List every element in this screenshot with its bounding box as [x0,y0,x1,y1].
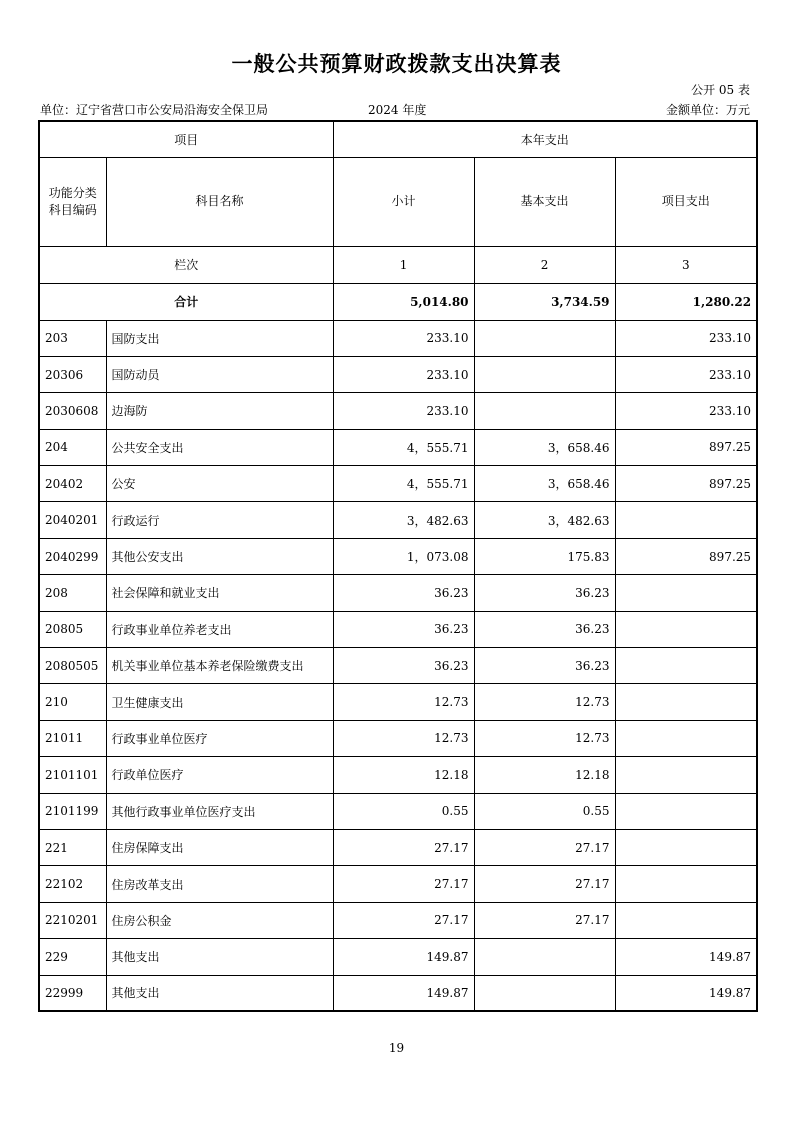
form-number: 公开 05 表 [691,83,750,97]
row-code: 2040201 [39,502,106,538]
page-number: 19 [388,1041,405,1055]
row-project: 233.10 [615,356,757,392]
row-basic: 36.23 [474,648,615,684]
row-name: 住房改革支出 [106,866,333,902]
unit-label: 单位：辽宁省营口市公安局沿海安全保卫局 [40,103,269,117]
row-subtotal: 233.10 [333,393,474,429]
row-basic [474,975,615,1011]
row-name: 社会保障和就业支出 [106,575,333,611]
row-name: 其他支出 [106,975,333,1011]
total-subtotal: 5,014.80 [333,283,474,320]
header-current-year-expense: 本年支出 [333,121,757,157]
row-code: 22102 [39,866,106,902]
row-basic: 3，658.46 [474,466,615,502]
row-subtotal: 36.23 [333,648,474,684]
header-item: 项目 [39,121,333,157]
table-row [39,720,757,756]
row-code: 2101199 [39,793,106,829]
row-subtotal: 36.23 [333,575,474,611]
table-row [39,575,757,611]
row-project: 897.25 [615,466,757,502]
header-project: 项目支出 [615,157,757,246]
row-project [615,902,757,938]
row-basic [474,320,615,356]
row-name: 行政运行 [106,502,333,538]
table-row [39,793,757,829]
total-basic: 3,734.59 [474,283,615,320]
table-row [39,866,757,902]
row-project [615,757,757,793]
row-basic [474,939,615,975]
row-subtotal: 27.17 [333,829,474,865]
row-basic: 27.17 [474,902,615,938]
row-subtotal: 233.10 [333,320,474,356]
row-basic: 12.73 [474,684,615,720]
row-subtotal: 0.55 [333,793,474,829]
header-basic: 基本支出 [474,157,615,246]
row-name: 公共安全支出 [106,429,333,465]
row-subtotal: 27.17 [333,866,474,902]
row-name: 住房保障支出 [106,829,333,865]
header-subject-name: 科目名称 [106,157,333,246]
row-basic: 3，482.63 [474,502,615,538]
row-basic: 0.55 [474,793,615,829]
row-name: 行政事业单位养老支出 [106,611,333,647]
row-project [615,648,757,684]
row-basic: 175.83 [474,538,615,574]
row-project [615,575,757,611]
row-project: 897.25 [615,538,757,574]
row-project [615,611,757,647]
row-code: 22999 [39,975,106,1011]
row-name: 其他行政事业单位医疗支出 [106,793,333,829]
row-name: 国防支出 [106,320,333,356]
expense-table [38,120,758,1012]
table-row [39,902,757,938]
row-code: 203 [39,320,106,356]
row-basic [474,393,615,429]
row-basic [474,356,615,392]
table-row [39,320,757,356]
page-title: 一般公共预算财政拨款支出决算表 [231,52,562,76]
row-subtotal: 1，073.08 [333,538,474,574]
row-name: 其他公安支出 [106,538,333,574]
row-name: 卫生健康支出 [106,684,333,720]
row-code: 2210201 [39,902,106,938]
row-project [615,866,757,902]
table-row [39,466,757,502]
row-subtotal: 12.73 [333,720,474,756]
row-project: 149.87 [615,975,757,1011]
col-index-3: 3 [615,246,757,283]
row-name: 住房公积金 [106,902,333,938]
row-project: 149.87 [615,939,757,975]
table-row [39,939,757,975]
row-subtotal: 27.17 [333,902,474,938]
row-code: 229 [39,939,106,975]
row-project [615,502,757,538]
row-basic: 27.17 [474,829,615,865]
row-basic: 36.23 [474,575,615,611]
row-basic: 12.18 [474,757,615,793]
row-code: 2040299 [39,538,106,574]
fiscal-year: 2024 年度 [368,103,427,117]
header-func-code: 功能分类科目编码 [39,157,106,246]
row-name: 边海防 [106,393,333,429]
row-code: 221 [39,829,106,865]
row-code: 204 [39,429,106,465]
row-code: 2030608 [39,393,106,429]
total-label: 合计 [39,283,333,320]
row-code: 2101101 [39,757,106,793]
row-code: 20805 [39,611,106,647]
row-project: 897.25 [615,429,757,465]
row-subtotal: 12.18 [333,757,474,793]
row-name: 国防动员 [106,356,333,392]
row-code: 21011 [39,720,106,756]
col-index-2: 2 [474,246,615,283]
table-row [39,757,757,793]
row-subtotal: 12.73 [333,684,474,720]
row-name: 行政事业单位医疗 [106,720,333,756]
row-subtotal: 233.10 [333,356,474,392]
row-code: 210 [39,684,106,720]
row-basic: 3，658.46 [474,429,615,465]
row-basic: 12.73 [474,720,615,756]
row-name: 其他支出 [106,939,333,975]
table-row [39,538,757,574]
row-index-label: 栏次 [39,246,333,283]
row-basic: 27.17 [474,866,615,902]
table-row [39,684,757,720]
table-row [39,648,757,684]
row-project [615,684,757,720]
header-subtotal: 小计 [333,157,474,246]
table-row [39,393,757,429]
row-subtotal: 4，555.71 [333,466,474,502]
row-project: 233.10 [615,320,757,356]
table-row [39,356,757,392]
row-code: 2080505 [39,648,106,684]
money-unit: 金额单位：万元 [665,103,750,117]
row-project [615,793,757,829]
row-subtotal: 149.87 [333,975,474,1011]
table-row [39,975,757,1011]
row-name: 机关事业单位基本养老保险缴费支出 [106,648,333,684]
table-row [39,611,757,647]
row-subtotal: 3，482.63 [333,502,474,538]
table-row [39,429,757,465]
row-code: 20306 [39,356,106,392]
row-project: 233.10 [615,393,757,429]
table-row [39,502,757,538]
row-subtotal: 149.87 [333,939,474,975]
row-code: 20402 [39,466,106,502]
row-code: 208 [39,575,106,611]
row-project [615,720,757,756]
total-project: 1,280.22 [615,283,757,320]
row-subtotal: 4，555.71 [333,429,474,465]
table-row [39,829,757,865]
row-name: 行政单位医疗 [106,757,333,793]
row-name: 公安 [106,466,333,502]
row-subtotal: 36.23 [333,611,474,647]
col-index-1: 1 [333,246,474,283]
row-basic: 36.23 [474,611,615,647]
row-project [615,829,757,865]
